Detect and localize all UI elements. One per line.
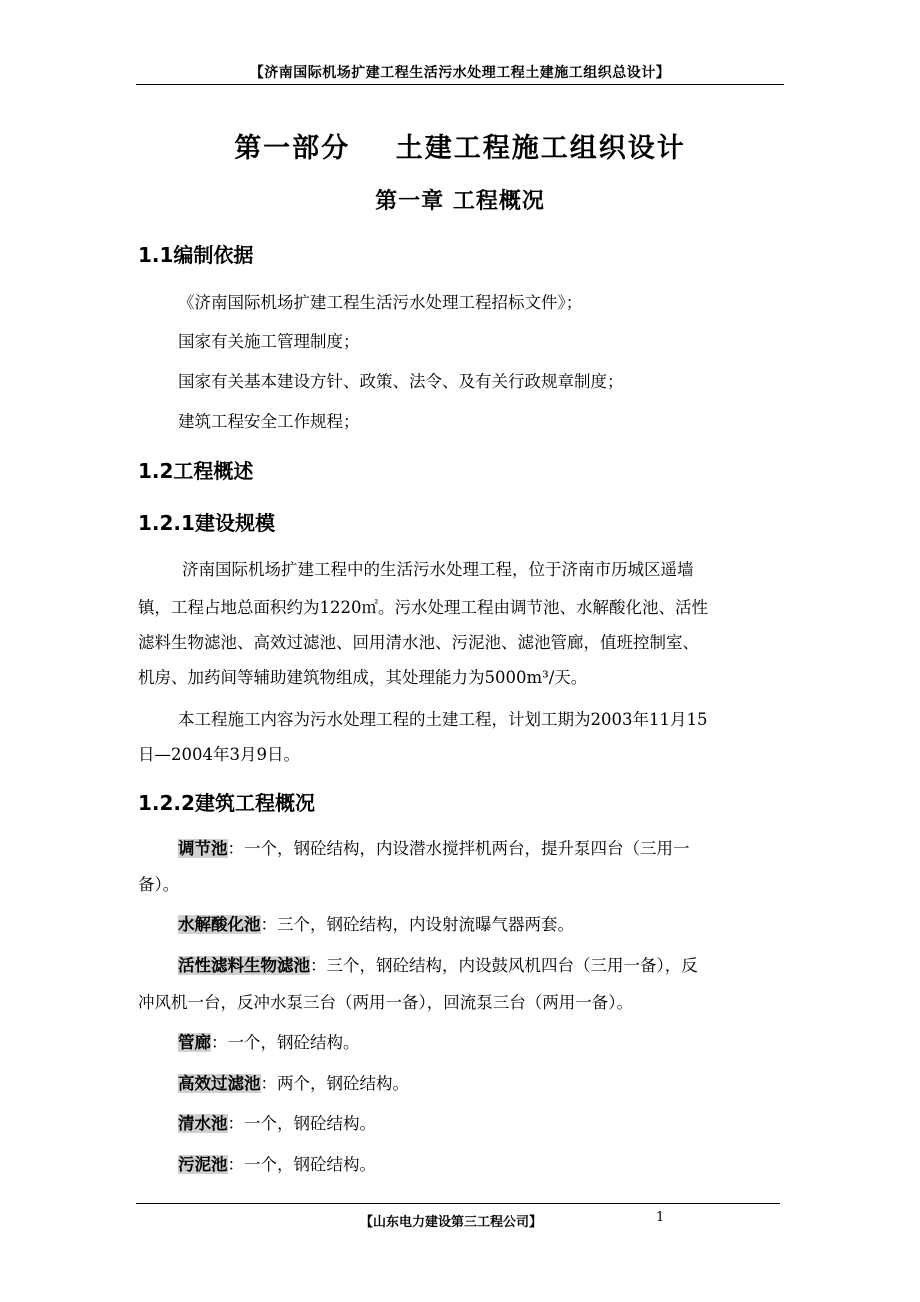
structure-name: 高效过滤池: [178, 1074, 261, 1093]
structure-item: [178, 911, 818, 935]
structure-name: 污泥池: [178, 1155, 228, 1174]
schedule-paragraph-line: 日—2004年3月9日。: [138, 745, 300, 764]
structure-desc-cont: 冲风机一台，反冲水泵三台（两用一备），回流泵三台（两用一备）。: [138, 993, 633, 1012]
scale-paragraph-line: 机房、加药间等辅助建筑物组成，其处理能力为5000m³/天。: [138, 668, 588, 687]
structure-desc: ：三个，钢砼结构，内设鼓风机四台（三用一备），反: [310, 956, 698, 975]
structure-name: 水解酸化池: [178, 915, 261, 934]
footer-company: 【山东电力建设第三工程公司】: [360, 1215, 543, 1230]
basis-item: 建筑工程安全工作规程；: [178, 412, 360, 431]
scale-paragraph-line: 济南国际机场扩建工程中的生活污水处理工程，位于济南市历城区遥墙: [182, 560, 694, 579]
structure-name: 活性滤料生物滤池: [178, 956, 310, 975]
section-heading-1-2-2: 1.2.2建筑工程概况: [138, 791, 315, 815]
schedule-paragraph-line: 本工程施工内容为污水处理工程的土建工程，计划工期为2003年11月15: [178, 710, 708, 729]
structure-item: [178, 952, 818, 976]
basis-item: 国家有关施工管理制度；: [178, 332, 360, 351]
footer-rule: [136, 1203, 780, 1204]
part-title: 第一部分 土建工程施工组织设计: [234, 133, 686, 164]
structure-desc: ：三个，钢砼结构，内设射流曝气器两套。: [260, 915, 574, 934]
structure-desc: ：一个，钢砼结构。: [227, 1155, 376, 1174]
page-header-title: 【济南国际机场扩建工程生活污水处理工程土建施工组织总设计】: [249, 65, 671, 81]
header-rule: [136, 84, 784, 85]
section-heading-1-2-1: 1.2.1建设规模: [138, 511, 275, 535]
structure-desc: ：两个，钢砼结构。: [260, 1074, 409, 1093]
basis-item: 《济南国际机场扩建工程生活污水处理工程招标文件》；: [178, 293, 583, 312]
scale-paragraph-line: 镇，工程占地总面积约为1220㎡。污水处理工程由调节池、水解酸化池、活性: [138, 598, 708, 617]
scale-paragraph-line: 滤料生物滤池、高效过滤池、回用清水池、污泥池、滤池管廊，值班控制室、: [138, 633, 699, 652]
section-heading-1-1: 1.1编制依据: [138, 243, 254, 267]
basis-item: 国家有关基本建设方针、政策、法令、及有关行政规章制度；: [178, 372, 624, 391]
structure-desc: ：一个，钢砼结构。: [211, 1033, 360, 1052]
structure-desc: ：一个，钢砼结构，内设潜水搅拌机两台，提升泵四台（三用一: [227, 839, 690, 858]
structure-item: [178, 1029, 818, 1053]
section-heading-1-2: 1.2工程概述: [138, 459, 254, 483]
structure-item: [178, 1151, 818, 1175]
structure-item: [178, 1070, 818, 1094]
structure-desc: ：一个，钢砼结构。: [227, 1114, 376, 1133]
structure-desc-cont: 备）。: [138, 875, 180, 894]
page-number: 1: [656, 1210, 665, 1225]
structure-item: [178, 835, 818, 859]
structure-item: [178, 1110, 818, 1134]
structure-name: 清水池: [178, 1114, 228, 1133]
chapter-title: 第一章 工程概况: [375, 189, 545, 214]
structure-name: 调节池: [178, 839, 228, 858]
structure-name: 管廊: [178, 1033, 211, 1052]
